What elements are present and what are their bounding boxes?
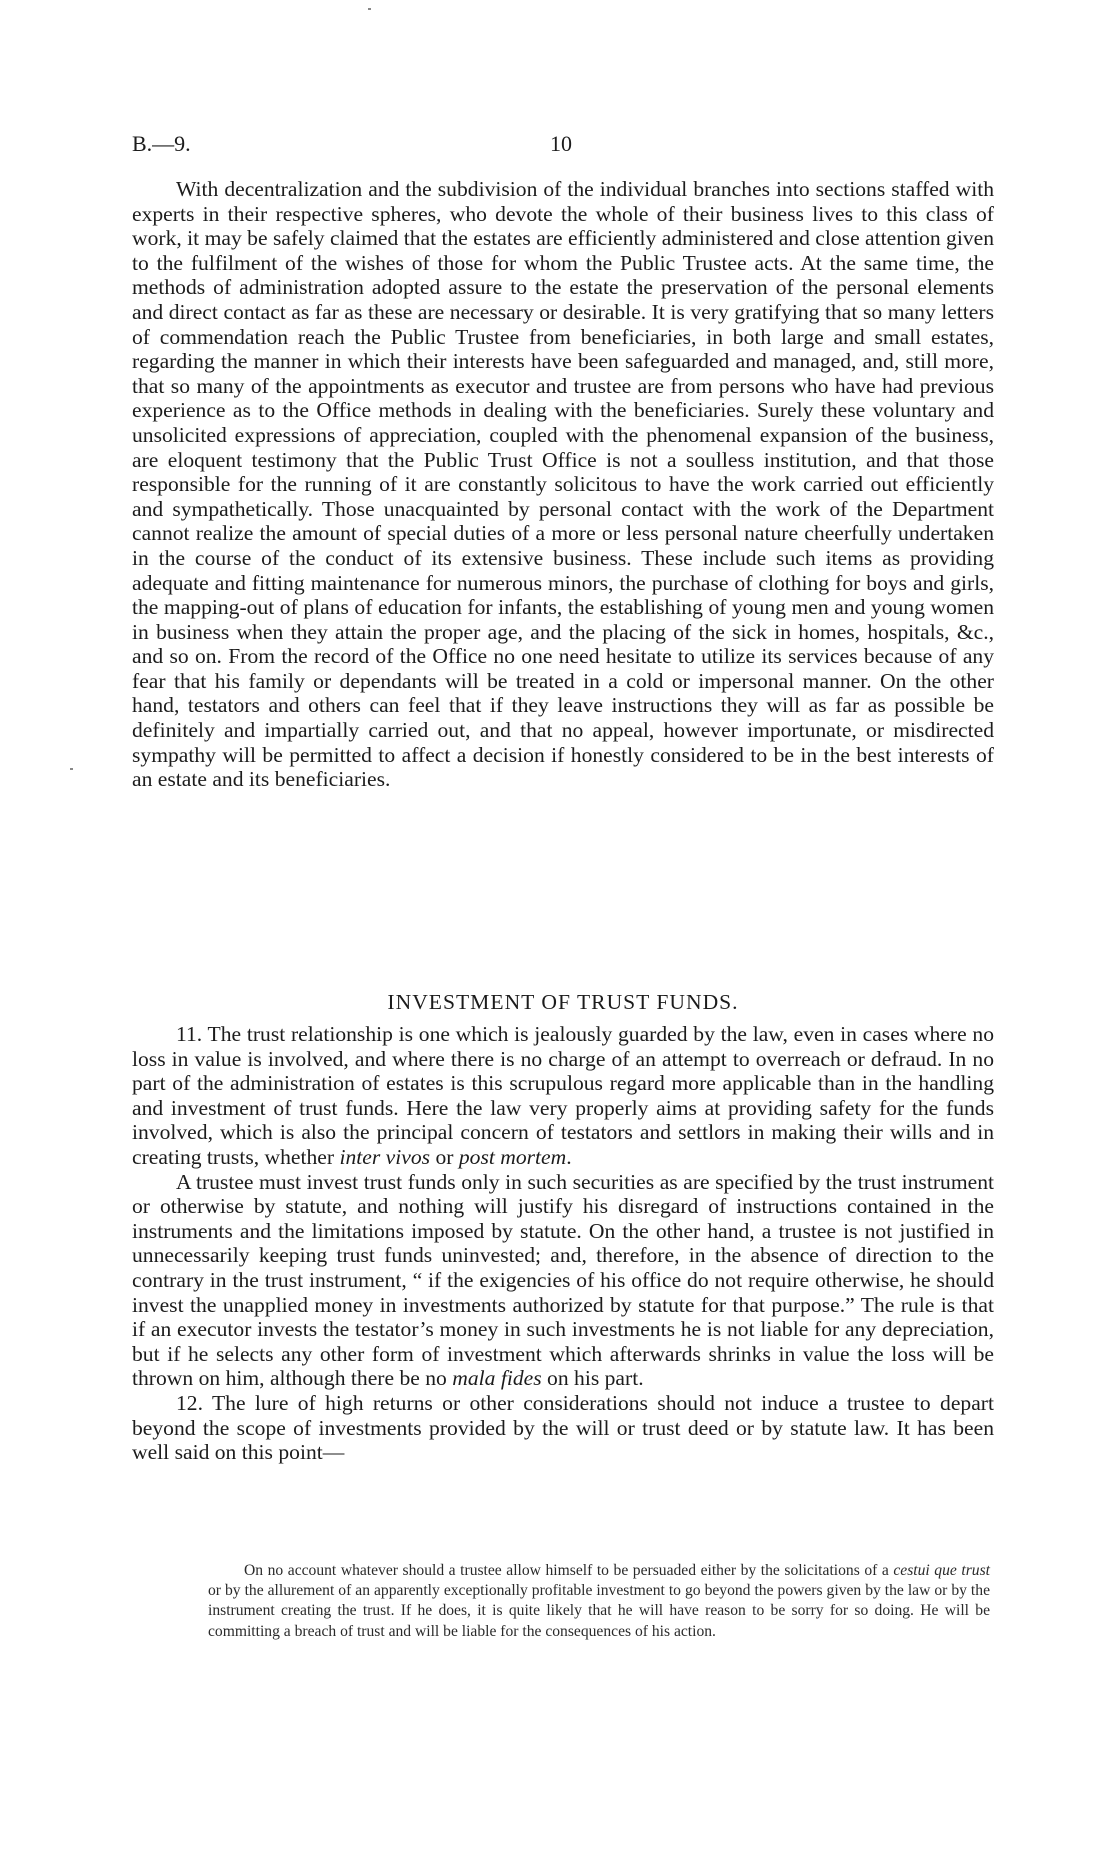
italic-phrase: inter vivos <box>339 1144 431 1169</box>
paragraph-trustee-duties <box>132 1170 994 1391</box>
document-reference: B.—9. <box>132 131 191 156</box>
section-public-trust-office <box>132 177 994 792</box>
paragraph-decentralization: With decentralization and the subdivision of the individual branches into sections staffed with experts in their respective spheres, who devote the whole of their business lives to this class of work, it may be safely claimed that the estates are efficiently administered and close attention given to the fulfilment of the wishes of those for whom the Public Trustee acts. At the same time, the methods of administration adopted assure to the estate the preservation of the personal elements and direct contact as far as these are necessary or desirable. It is very gratifying that so many letters of commendation reach the Public Trustee from beneficiaries, in both large and small estates, regarding the manner in which their interests have been safeguarded and managed, and, still more, that so many of the appointments as executor and trustee are from persons who have had previous experience as to the Office methods in dealing with the beneficiaries. Surely these voluntary and unsolicited expressions of appreciation, coupled with the phenomenal expansion of the business, are eloquent testimony that the Public Trust Office is not a soulless institution, and that those responsible for the running of it are constantly solicitous to have the work carried out efficiently and sympathetically. Those unacquainted by personal contact with the work of the Department cannot realize the amount of special duties of a more or less personal nature cheerfully undertaken in the course of the conduct of its extensive business. These include such items as providing adequate and fitting maintenance for numerous minors, the purchase of clothing for boys and girls, the mapping-out of plans of education for infants, the establishing of young men and young women in business when they attain the proper age, and the placing of the sick in homes, hospitals, &c., and so on. From the record of the Office no one need hesitate to utilize its services because of any fear that his family or dependants will be treated in a cold or impersonal manner. On the other hand, testators and others can feel that if they leave instructions they will as far as possible be definitely and impartially carried out, and that no appeal, however importunate, or misdirected sympathy will be permitted to affect a decision if honestly considered to be in the best interests of an estate and its beneficiaries. <box>132 177 994 792</box>
scan-speck <box>70 768 73 770</box>
paragraph-text: or <box>435 1144 454 1169</box>
paragraph-text: on his part. <box>547 1366 644 1391</box>
italic-phrase: cestui que trust <box>893 1562 990 1579</box>
paragraph-text: The trust relationship is one which is jealously guarded by the law, even in cases where no loss in value is involved, and where there is no charge of an attempt to overreach or defraud. In no part of the administration of estates is this scrupulous regard more applicable than in the handling and investment of trust funds. Here the law very properly aims at providing safety for the funds involved, which is also the principal concern of testators and settlors in making their wills and in creating trusts, whether <box>132 1022 994 1169</box>
quote-text: or by the allurement of an apparently exceptionally profitable investment to go beyond the powers given by the law or by the instrument creating the trust. If he does, it is quite likely that he will have reason to be sorry for so doing. He will be committing a breach of trust and will be liable for the consequences of his action. <box>208 1582 990 1640</box>
page-number: 10 <box>550 131 572 156</box>
italic-phrase: post mortem <box>458 1144 567 1169</box>
section-investment-of-trust-funds <box>132 1022 994 1465</box>
paragraph-text: The lure of high returns or other considerations should not induce a trustee to depart beyond the scope of investments provided by the will or trust deed or by statute law. It has been well said on this point— <box>132 1390 994 1465</box>
paragraph-text: A trustee must invest trust funds only in such securities as are specified by the trust instrument or otherwise by statute, and nothing will justify his disregard of instructions contained in the instruments and the limitations imposed by statute. On the other hand, a trustee is not justified in unnecessarily keeping trust funds uninvested; and, therefore, in the absence of direction to the contrary in the trust instrument, “ if the exigencies of his office do not require otherwise, he should invest the unapplied money in investments authorized by statute for that purpose.” The rule is that if an executor invests the testator’s money in such investments he is not liable for any depreciation, but if he selects any other form of investment which afterwards shrinks in value the loss will be thrown on him, although there be no <box>132 1169 994 1391</box>
paragraph-12 <box>132 1391 994 1465</box>
quote-text: On no account whatever should a trustee allow himself to be persuaded either by the solicitations of a <box>244 1562 889 1579</box>
paragraph-number: 11. <box>176 1022 203 1046</box>
page-header <box>132 131 982 161</box>
italic-phrase: mala fides <box>452 1366 542 1391</box>
paragraph-text: . <box>566 1144 572 1169</box>
block-quote <box>208 1561 990 1642</box>
paragraph-11 <box>132 1022 994 1170</box>
paragraph-number: 12. <box>176 1390 203 1415</box>
scan-speck <box>368 8 371 10</box>
section-heading: INVESTMENT OF TRUST FUNDS. <box>387 990 739 1014</box>
